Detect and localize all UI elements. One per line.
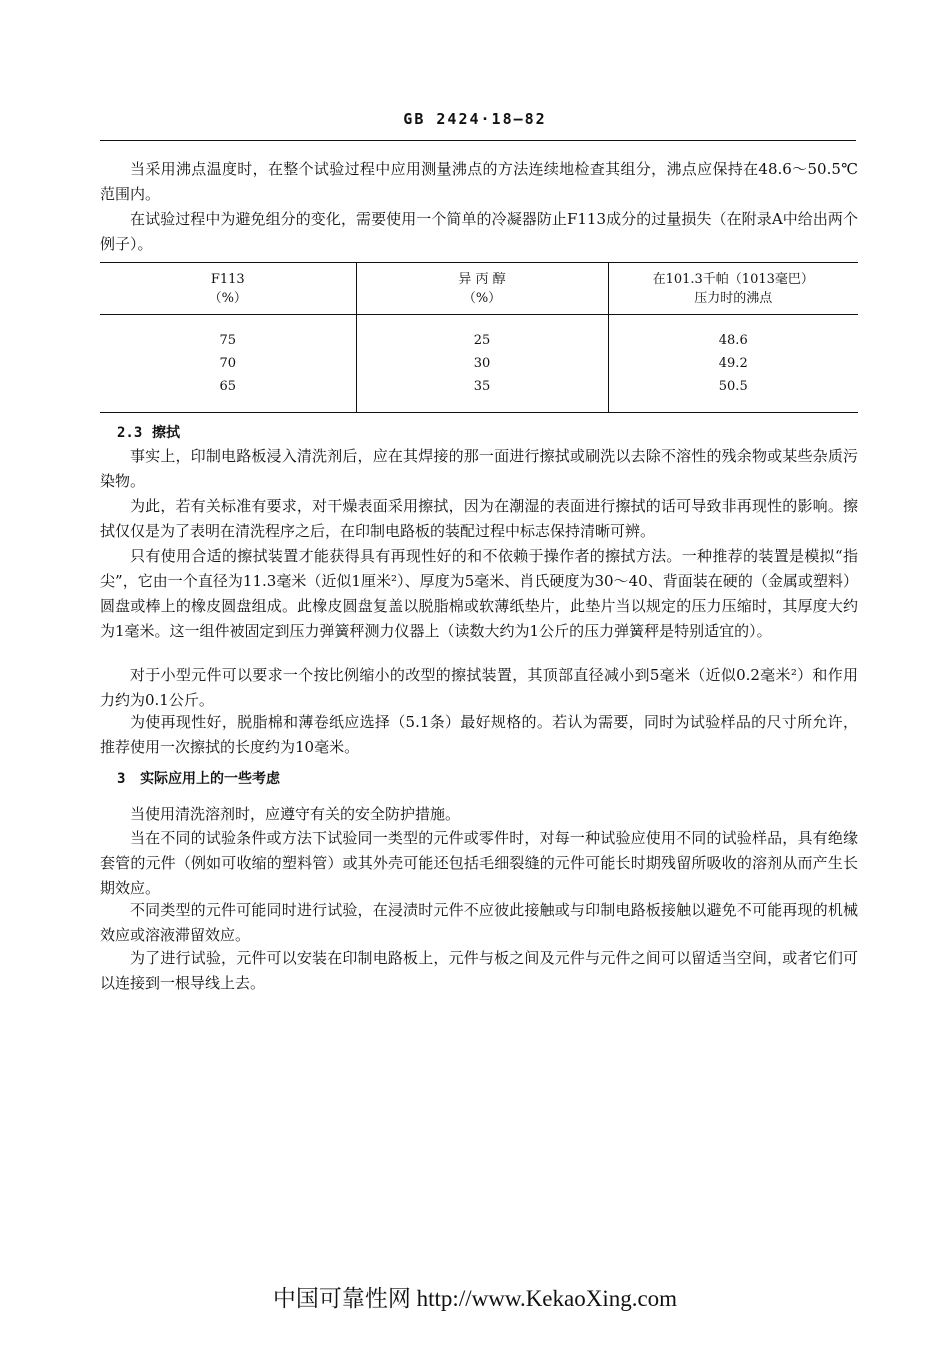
section-heading-3 bbox=[117, 767, 280, 792]
paragraph-simultaneous-tests: 不同类型的元件可能同时进行试验，在浸渍时元件不应彼此接触或与印制电路板接触以避免不可能再现的机械效应或溶液滞留效应。 bbox=[100, 901, 858, 944]
paragraph-wiping-intro: 事实上，印制电路板浸入清洗剂后，应在其焊接的那一面进行擦拭或刷洗以去除不溶性的残余物或某些杂质污染物。 bbox=[100, 447, 858, 490]
paragraph-wiping-device: 只有使用合适的擦拭装置才能获得具有再现性好的和不依赖于操作者的擦拭方法。一种推荐的装置是模拟“指尖”，它由一个直径为11.3毫米（近似1厘米²）、厚度为5毫米、肖氏硬度为30～40、背面装在硬的（金属或塑料）圆盘或棒上的橡皮圆盘组成。此橡皮圆盘复盖以脱脂棉或软薄纸垫片，此垫片当以规定的压力压缩时，其厚度大约为1毫米。这一组件被固定到压力弹簧秤测力仪器上（读数大约为1公斤的压力弹簧秤是特别适宜的）。 bbox=[100, 547, 858, 640]
table-row bbox=[100, 315, 858, 353]
section-title: 擦拭 bbox=[152, 425, 181, 441]
table-cell: 75 bbox=[219, 333, 237, 348]
table-cell: 50.5 bbox=[608, 375, 858, 413]
paragraph-safety: 当使用清洗溶剂时，应遵守有关的安全防护措施。 bbox=[130, 805, 461, 823]
section-heading-2-3 bbox=[117, 421, 180, 446]
section-number: 2.3 bbox=[117, 425, 143, 441]
paragraph-boiling-point: 当采用沸点温度时，在整个试验过程中应用测量沸点的方法连续地检查其组分，沸点应保持在48.6～50.5℃范围内。 bbox=[100, 160, 858, 203]
table-header-row bbox=[100, 263, 858, 315]
table-cell: 65 bbox=[100, 375, 356, 413]
paragraph-reproducibility: 为使再现性好，脱脂棉和薄卷纸应选择（5.1条）最好规格的。若认为需要，同时为试验样品的尺寸所允许，推荐使用一次擦拭的长度约为10毫米。 bbox=[100, 713, 858, 756]
header-unit: 压力时的沸点 bbox=[694, 290, 773, 306]
table-cell: 35 bbox=[356, 375, 608, 413]
paragraph-wiping-dry: 为此，若有关标准有要求，对干燥表面采用擦拭，因为在潮湿的表面进行擦拭的话可导致非再现性的影响。擦拭仅仅是为了表明在清洗程序之后，在印制电路板的装配过程中标志保持清晰可辨。 bbox=[100, 497, 858, 540]
section-number: 3 bbox=[117, 771, 126, 787]
table-row bbox=[100, 375, 858, 413]
table-row bbox=[100, 352, 858, 375]
table-header-cell bbox=[608, 263, 858, 315]
page-header: GB 2424·18—82 bbox=[403, 110, 547, 128]
table-cell: 70 bbox=[219, 356, 237, 371]
paragraph-small-components: 对于小型元件可以要求一个按比例缩小的改型的擦拭装置，其顶部直径减小到5毫米（近似0.2毫米²）和作用力约为0.1公斤。 bbox=[100, 666, 858, 709]
table-cell: 48.6 bbox=[608, 315, 858, 353]
table-cell: 30 bbox=[356, 352, 608, 375]
paragraph-different-samples: 当在不同的试验条件或方法下试验同一类型的元件或零件时，对每一种试验应使用不同的试验样品，具有绝缘套管的元件（例如可收缩的塑料管）或其外壳可能还包括毛细裂缝的元件可能长时期残留所吸收的溶剂从而产生长期效应。 bbox=[100, 829, 858, 897]
paragraph-mounting: 为了进行试验，元件可以安装在印制电路板上，元件与板之间及元件与元件之间可以留适当空间，或者它们可以连接到一根导线上去。 bbox=[100, 949, 858, 992]
header-unit: （%） bbox=[208, 290, 247, 306]
boiling-point-table bbox=[100, 262, 858, 413]
header-label: 异 丙 醇 bbox=[458, 271, 506, 287]
table-header-cell bbox=[100, 263, 356, 315]
table-header-cell bbox=[356, 263, 608, 315]
header-unit: （%） bbox=[462, 290, 502, 306]
paragraph-condenser: 在试验过程中为避免组分的变化，需要使用一个简单的冷凝器防止F113成分的过量损失（在附录A中给出两个例子）。 bbox=[100, 210, 858, 253]
footer-watermark: 中国可靠性网 http://www.KekaoXing.com bbox=[272, 1286, 678, 1311]
section-title: 实际应用上的一些考虑 bbox=[140, 771, 281, 787]
header-label: F113 bbox=[210, 271, 245, 287]
header-rule bbox=[100, 140, 856, 141]
table-cell: 49.2 bbox=[608, 352, 858, 375]
table-cell: 25 bbox=[356, 315, 608, 353]
header-label: 在101.3千帕（1013毫巴） bbox=[652, 271, 814, 287]
